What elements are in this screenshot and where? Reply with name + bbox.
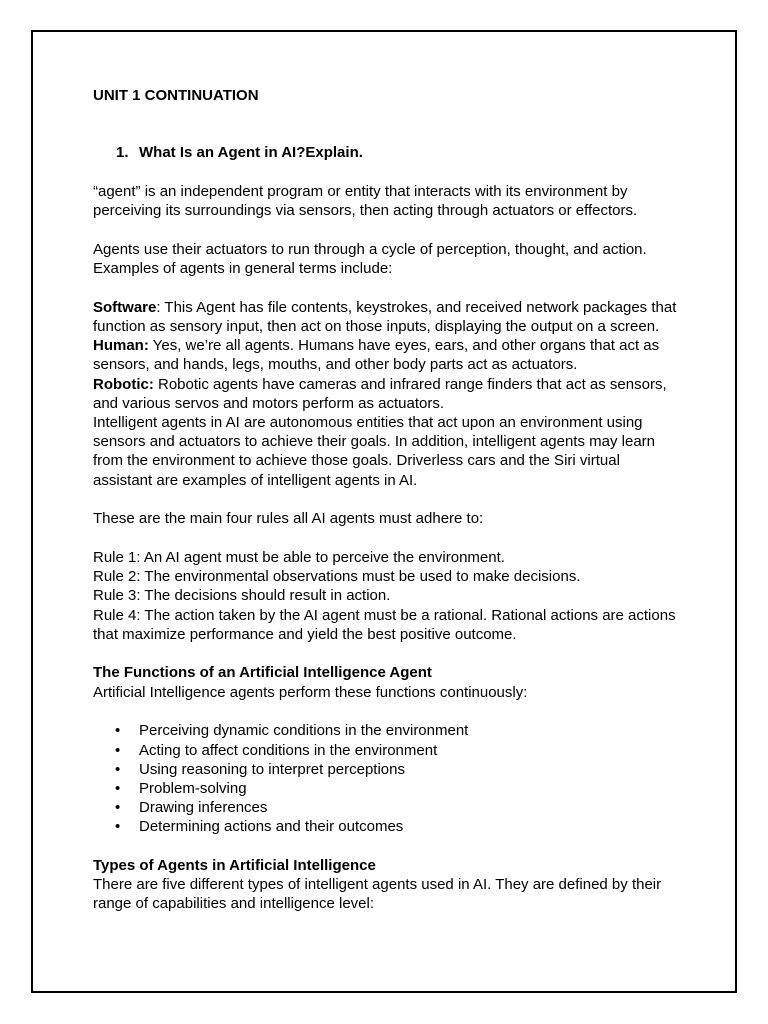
list-item-text: Determining actions and their outcomes (139, 818, 404, 836)
types-intro: There are five different types of intelligent agents used in AI. They are defined by their range of capabilities and intelligence level: (93, 876, 662, 913)
types-heading: Types of Agents in Artificial Intelligence (93, 857, 376, 875)
rule-item: Rule 1: An AI agent must be able to perceive the environment. (93, 548, 505, 566)
list-item (93, 779, 683, 798)
rules-intro: These are the main four rules all AI agents must adhere to: (93, 510, 484, 528)
list-item-text: Problem-solving (139, 779, 247, 797)
list-item (93, 817, 683, 836)
rule-item: Rule 2: The environmental observations must be used to make decisions. (93, 568, 581, 586)
list-item-text: Acting to affect conditions in the environment (139, 741, 438, 759)
example-human (93, 336, 683, 374)
example-robotic (93, 375, 683, 413)
question-heading (93, 143, 683, 162)
functions-intro: Artificial Intelligence agents perform these functions continuously: (93, 683, 528, 701)
list-item (93, 721, 683, 740)
list-item-text: Using reasoning to interpret perceptions (139, 760, 405, 778)
question-text: What Is an Agent in AI?Explain. (139, 144, 363, 162)
bullet-icon: • (115, 741, 121, 759)
question-number: 1. (116, 144, 129, 162)
example-term: Human: (93, 337, 149, 355)
list-item (93, 760, 683, 779)
intro-paragraph: “agent” is an independent program or entity that interacts with its environment by perceiving its surroundings via sensors, then acting through actuators or effectors. (93, 182, 638, 220)
bullet-icon: • (115, 799, 121, 817)
unit-title: UNIT 1 CONTINUATION (93, 87, 259, 104)
list-item (93, 741, 683, 760)
example-software (93, 298, 683, 336)
document-content (93, 86, 683, 914)
list-item-text: Drawing inferences (139, 799, 268, 817)
bullet-icon: • (115, 760, 121, 778)
cycle-paragraph: Agents use their actuators to run through a cycle of perception, thought, and action. Examples of agents in general terms include: (93, 240, 647, 277)
agent-examples (93, 298, 683, 490)
intelligent-agents-paragraph: Intelligent agents in AI are autonomous entities that act upon an environment using sensors and actuators to achieve their goals. In addition, intelligent agents may learn from the environment to achieve those goals. Driverless cars and the Siri virtual assistant are examples of intelligent agents in AI. (93, 413, 656, 489)
bullet-icon: • (115, 779, 121, 797)
functions-heading: The Functions of an Artificial Intelligence Agent (93, 664, 432, 682)
list-item (93, 798, 683, 817)
example-text: Robotic agents have cameras and infrared range finders that act as sensors, and various servos and motors perform as actuators. (93, 375, 667, 412)
rule-item: Rule 4: The action taken by the AI agent must be a rational. Rational actions are actions that maximize performance and yield the best positive outcome. (93, 606, 676, 643)
rules-list (93, 548, 683, 644)
functions-list (93, 721, 683, 836)
bullet-icon: • (115, 722, 121, 740)
rule-item: Rule 3: The decisions should result in action. (93, 587, 391, 605)
list-item-text: Perceiving dynamic conditions in the environment (139, 722, 469, 740)
example-term: Robotic: (93, 375, 154, 393)
example-text: Yes, we’re all agents. Humans have eyes, ears, and other organs that act as sensors, and hands, legs, mouths, and other body parts act as actuators. (93, 337, 660, 374)
example-term: Software (93, 298, 157, 316)
example-text: : This Agent has file contents, keystrokes, and received network packages that function as sensory input, then act on those inputs, displaying the output on a screen. (93, 298, 677, 335)
bullet-icon: • (115, 818, 121, 836)
